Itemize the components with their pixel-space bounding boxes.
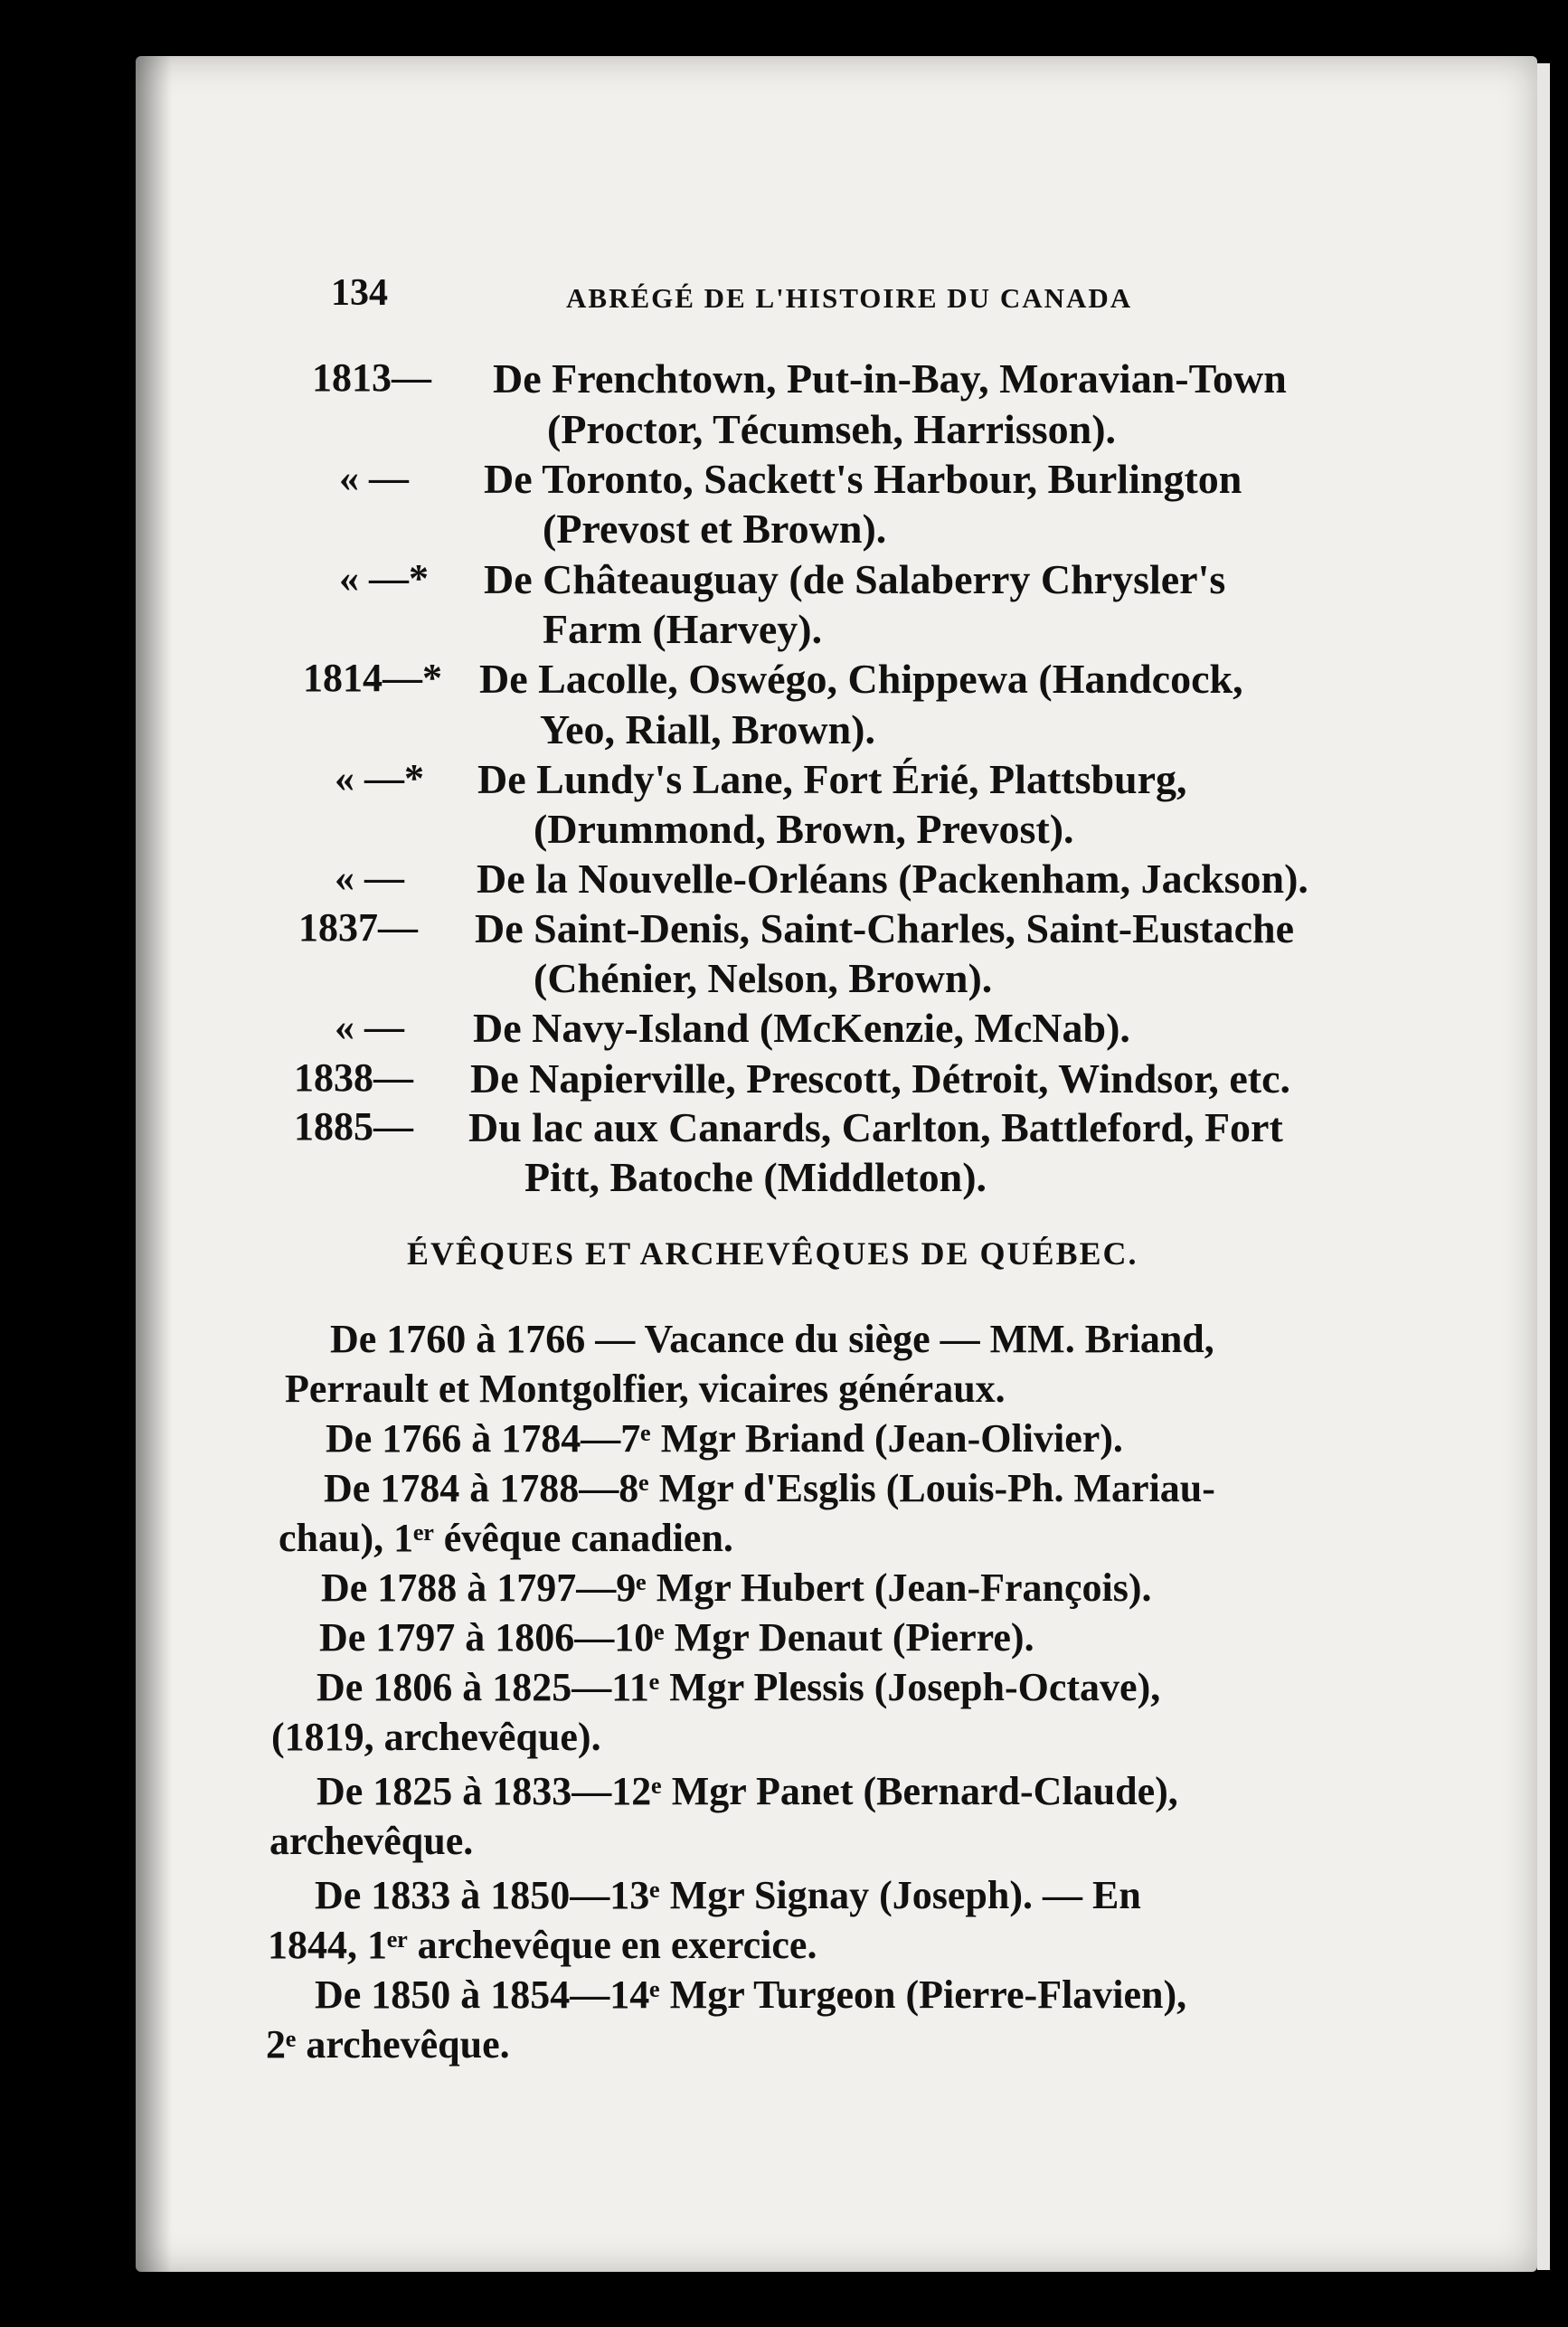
battle-date: « —* — [339, 556, 429, 601]
battle-date: « — — [335, 856, 404, 900]
battle-line: De Napierville, Prescott, Détroit, Windsor, etc. — [470, 1055, 1291, 1102]
battle-line: De la Nouvelle-Orléans (Packenham, Jackson). — [477, 856, 1308, 902]
battle-date: 1814—* — [303, 656, 442, 700]
running-title: ABRÉGÉ DE L'HISTOIRE DU CANADA — [566, 282, 1133, 314]
battle-line: (Proctor, Técumseh, Harrisson). — [547, 406, 1117, 452]
battle-date: 1838— — [294, 1055, 413, 1100]
battle-date: « —* — [335, 756, 424, 800]
bishop-line: De 1833 à 1850—13ᵉ Mgr Signay (Joseph). — En — [315, 1873, 1141, 1917]
battle-line: De Navy-Island (McKenzie, McNab). — [473, 1005, 1130, 1051]
bishop-line: De 1825 à 1833—12ᵉ Mgr Panet (Bernard-Claude), — [316, 1769, 1178, 1813]
battle-date: « — — [335, 1005, 404, 1049]
battle-date: 1813— — [312, 355, 431, 400]
battle-date: 1885— — [294, 1104, 413, 1149]
battle-line: De Châteauguay (de Salaberry Chrysler's — [484, 556, 1226, 602]
bishop-line: De 1760 à 1766 — Vacance du siège — MM. Briand, — [330, 1317, 1214, 1361]
battle-line: De Lundy's Lane, Fort Érié, Plattsburg, — [477, 756, 1187, 802]
bishop-line: archevêque. — [269, 1819, 474, 1863]
battle-line: Yeo, Riall, Brown). — [540, 706, 875, 752]
bishop-line: De 1784 à 1788—8ᵉ Mgr d'Esglis (Louis-Ph. Mariau- — [324, 1466, 1215, 1510]
bishop-line: 1844, 1ᵉʳ archevêque en exercice. — [268, 1923, 817, 1967]
battle-line: (Prevost et Brown). — [543, 506, 887, 552]
bishop-line: Perrault et Montgolfier, vicaires généraux. — [285, 1367, 1006, 1411]
battle-line: (Drummond, Brown, Prevost). — [534, 806, 1074, 852]
battle-line: (Chénier, Nelson, Brown). — [534, 955, 993, 1001]
bishop-line: (1819, archevêque). — [271, 1715, 601, 1759]
battle-line: Farm (Harvey). — [543, 606, 823, 652]
battle-line: Du lac aux Canards, Carlton, Battleford, Fort — [468, 1104, 1283, 1150]
battle-line: De Toronto, Sackett's Harbour, Burlington — [484, 456, 1242, 502]
battle-line: De Frenchtown, Put-in-Bay, Moravian-Town — [493, 355, 1287, 402]
bishop-line: De 1850 à 1854—14ᵉ Mgr Turgeon (Pierre-Flavien), — [315, 1972, 1187, 2017]
bishop-line: chau), 1ᵉʳ évêque canadien. — [279, 1516, 733, 1560]
bishop-line: De 1797 à 1806—10ᵉ Mgr Denaut (Pierre). — [319, 1615, 1034, 1660]
battle-date: 1837— — [298, 905, 418, 950]
battle-line: De Saint-Denis, Saint-Charles, Saint-Eustache — [475, 905, 1295, 951]
bishop-line: De 1806 à 1825—11ᵉ Mgr Plessis (Joseph-Octave), — [316, 1665, 1161, 1709]
battle-line: Pitt, Batoche (Middleton). — [524, 1154, 987, 1200]
page-number: 134 — [331, 272, 388, 314]
battle-date: « — — [339, 456, 409, 500]
section-heading: ÉVÊQUES ET ARCHEVÊQUES DE QUÉBEC. — [407, 1235, 1138, 1272]
bishop-line: 2ᵉ archevêque. — [266, 2022, 510, 2067]
bishop-line: De 1766 à 1784—7ᵉ Mgr Briand (Jean-Olivier). — [326, 1416, 1123, 1461]
battle-line: De Lacolle, Oswégo, Chippewa (Handcock, — [479, 656, 1243, 702]
bishop-line: De 1788 à 1797—9ᵉ Mgr Hubert (Jean-François). — [321, 1566, 1152, 1610]
